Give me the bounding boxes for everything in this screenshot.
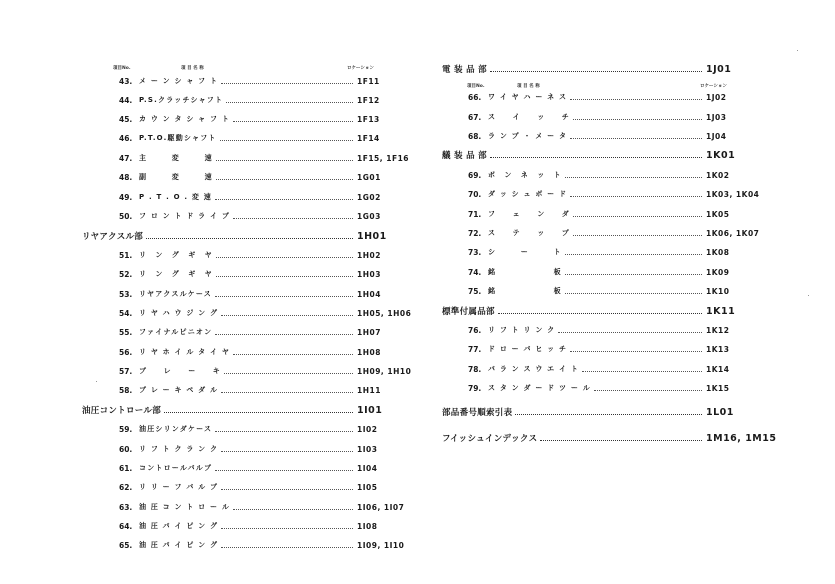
- item-name: P . T . O . 変 速: [139, 193, 212, 201]
- item-number: 45.: [119, 114, 133, 124]
- item-number: 70.: [468, 189, 482, 199]
- index-item-row[interactable]: [119, 210, 381, 222]
- location-code[interactable]: 1G03: [357, 211, 381, 221]
- item-name: 銘 板: [488, 268, 562, 276]
- item-number: 69.: [468, 170, 482, 180]
- item-name: 油 圧 コ ン ト ロ ー ル: [139, 503, 231, 511]
- section-name: 艤 装 品 部: [442, 151, 487, 161]
- item-name: ワ イ ヤ ハ ー ネ ス: [488, 93, 568, 101]
- index-item-row[interactable]: [119, 171, 381, 183]
- dot-leader: [570, 351, 702, 352]
- location-code[interactable]: 1F12: [357, 95, 380, 105]
- location-code[interactable]: 1K11: [706, 305, 736, 317]
- location-code[interactable]: 1I08: [357, 521, 378, 531]
- dot-leader: [221, 528, 353, 529]
- item-name: リ ヤ ハ ウ ジ ン グ: [139, 309, 219, 317]
- item-name: リ フ ト ク ラ ン ク: [139, 445, 219, 453]
- item-number: 73.: [468, 247, 482, 257]
- index-item-row[interactable]: [119, 132, 380, 144]
- dot-leader: [221, 315, 353, 316]
- dot-leader: [573, 235, 702, 236]
- dot-leader: [594, 390, 702, 391]
- index-item-row[interactable]: [119, 520, 378, 532]
- header-item-name: 項 目 名 称: [181, 66, 204, 71]
- item-name: リ ン グ ギ ヤ: [139, 270, 213, 278]
- item-number: 67.: [468, 112, 482, 122]
- item-name: ス イ ッ チ: [488, 113, 570, 121]
- dot-leader: [565, 293, 702, 294]
- index-item-row[interactable]: [468, 227, 760, 239]
- dot-leader: [565, 274, 702, 275]
- item-number: 57.: [119, 366, 133, 376]
- dot-leader: [221, 547, 353, 548]
- dot-leader: [226, 102, 353, 103]
- scan-speck: [808, 295, 809, 296]
- item-number: 74.: [468, 267, 482, 277]
- item-number: 56.: [119, 347, 133, 357]
- dot-leader: [221, 451, 353, 452]
- item-name: ス テ ッ プ: [488, 229, 570, 237]
- item-name: カ ウ ン タ シ ャ フ ト: [139, 115, 231, 123]
- index-item-row[interactable]: [119, 75, 380, 87]
- index-item-row[interactable]: [468, 246, 730, 258]
- item-number: 48.: [119, 172, 133, 182]
- index-item-row[interactable]: [119, 288, 381, 300]
- index-section-row[interactable]: [442, 432, 777, 444]
- item-name: ド ロ ー バ ヒ ッ チ: [488, 345, 568, 353]
- header-item-no: 項目No.: [467, 84, 485, 89]
- index-item-row[interactable]: [468, 285, 730, 297]
- location-code[interactable]: 1H07: [357, 327, 381, 337]
- dot-leader: [215, 296, 353, 297]
- item-name: リ リ ー フ バ ル ブ: [139, 483, 219, 491]
- dot-leader: [490, 157, 702, 158]
- dot-leader: [220, 140, 353, 141]
- item-number: 52.: [119, 269, 133, 279]
- item-number: 43.: [119, 76, 133, 86]
- dot-leader: [565, 177, 702, 178]
- item-number: 58.: [119, 385, 133, 395]
- dot-leader: [573, 119, 702, 120]
- index-item-row[interactable]: [119, 191, 381, 203]
- location-code[interactable]: 1L01: [706, 406, 734, 418]
- index-item-row[interactable]: [119, 326, 381, 338]
- location-code[interactable]: 1H02: [357, 250, 381, 260]
- location-code[interactable]: 1F13: [357, 114, 380, 124]
- item-name: P.S.クラッチシャフト: [139, 96, 224, 104]
- item-number: 44.: [119, 95, 133, 105]
- item-name: ブ レ ー キ: [139, 367, 221, 375]
- item-number: 46.: [119, 133, 133, 143]
- dot-leader: [224, 373, 353, 374]
- index-item-row[interactable]: [119, 539, 405, 551]
- item-name: ス タ ン ダ ー ド ツ ー ル: [488, 384, 591, 392]
- location-code[interactable]: 1K14: [706, 364, 730, 374]
- location-code[interactable]: 1I06, 1I07: [357, 502, 405, 512]
- item-name: メ ー ン シ ャ フ ト: [139, 77, 219, 85]
- index-item-row[interactable]: [119, 481, 378, 493]
- item-name: リ ン グ ギ ヤ: [139, 251, 213, 259]
- index-item-row[interactable]: [119, 94, 380, 106]
- item-name: 油 圧 パ イ ピ ン グ: [139, 522, 219, 530]
- item-number: 71.: [468, 209, 482, 219]
- index-item-row[interactable]: [119, 346, 381, 358]
- dot-leader: [216, 257, 353, 258]
- location-code[interactable]: 1K08: [706, 247, 730, 257]
- item-number: 66.: [468, 92, 482, 102]
- index-item-row[interactable]: [119, 307, 412, 319]
- dot-leader: [216, 160, 353, 161]
- item-number: 61.: [119, 463, 133, 473]
- dot-leader: [233, 218, 353, 219]
- item-name: 油圧シリンダケース: [139, 425, 213, 433]
- dot-leader: [582, 371, 702, 372]
- location-code[interactable]: 1F14: [357, 133, 380, 143]
- location-code[interactable]: 1J01: [706, 63, 732, 75]
- index-section-row[interactable]: [442, 63, 732, 75]
- location-code[interactable]: 1H04: [357, 289, 381, 299]
- index-item-row[interactable]: [468, 324, 730, 336]
- item-name: フ ロ ン ト ド ラ イ ブ: [139, 212, 231, 220]
- location-code[interactable]: 1K15: [706, 383, 730, 393]
- dot-leader: [570, 138, 702, 139]
- item-number: 79.: [468, 383, 482, 393]
- dot-leader: [558, 332, 702, 333]
- index-item-row[interactable]: [119, 365, 412, 377]
- dot-leader: [216, 179, 353, 180]
- dot-leader: [215, 431, 353, 432]
- item-name: シ ー ト: [488, 248, 562, 256]
- item-name: ブ レ ー キ ペ ダ ル: [139, 386, 219, 394]
- dot-leader: [221, 392, 353, 393]
- dot-leader: [233, 121, 353, 122]
- location-code[interactable]: 1K05: [706, 209, 730, 219]
- location-code[interactable]: 1K06, 1K07: [706, 228, 760, 238]
- dot-leader: [216, 276, 353, 277]
- index-item-row[interactable]: [468, 266, 730, 278]
- dot-leader: [221, 83, 353, 84]
- index-item-row[interactable]: [468, 169, 730, 181]
- index-section-row[interactable]: [442, 149, 736, 161]
- header-location: ロケーション: [347, 66, 374, 71]
- index-item-row[interactable]: [119, 423, 378, 435]
- index-item-row[interactable]: [468, 91, 727, 103]
- item-name: リ フ ト リ ン ク: [488, 326, 556, 334]
- item-number: 47.: [119, 153, 133, 163]
- section-name: リヤアクスル部: [82, 232, 144, 242]
- location-code[interactable]: 1I01: [357, 404, 383, 416]
- location-code[interactable]: 1G01: [357, 172, 381, 182]
- dot-leader: [498, 313, 702, 314]
- location-code[interactable]: 1G02: [357, 192, 381, 202]
- index-item-row[interactable]: [468, 382, 730, 394]
- item-number: 51.: [119, 250, 133, 260]
- index-item-row[interactable]: [119, 268, 381, 280]
- index-item-row[interactable]: [468, 130, 727, 142]
- header-item-name: 項 目 名 称: [517, 84, 540, 89]
- location-code[interactable]: 1K12: [706, 325, 730, 335]
- index-item-row[interactable]: [119, 249, 381, 261]
- item-number: 68.: [468, 131, 482, 141]
- location-code[interactable]: 1K09: [706, 267, 730, 277]
- dot-leader: [215, 334, 353, 335]
- dot-leader: [215, 470, 353, 471]
- item-name: コントロールバルブ: [139, 464, 213, 472]
- location-code[interactable]: 1H05, 1H06: [357, 308, 412, 318]
- location-code[interactable]: 1K10: [706, 286, 730, 296]
- index-item-row[interactable]: [119, 501, 405, 513]
- item-name: ボ ン ネ ッ ト: [488, 171, 562, 179]
- location-code[interactable]: 1M16, 1M15: [706, 432, 777, 444]
- dot-leader: [164, 412, 353, 413]
- header-location: ロケーション: [700, 84, 727, 89]
- index-item-row[interactable]: [468, 208, 730, 220]
- scan-speck: [96, 381, 97, 382]
- index-item-row[interactable]: [468, 363, 730, 375]
- index-item-row[interactable]: [119, 113, 380, 125]
- location-code[interactable]: 1F11: [357, 76, 380, 86]
- location-code[interactable]: 1F15, 1F16: [357, 153, 410, 163]
- item-name: フ ェ ン ダ: [488, 210, 570, 218]
- location-code[interactable]: 1I04: [357, 463, 378, 473]
- dot-leader: [515, 414, 702, 415]
- item-name: 銘 板: [488, 287, 562, 295]
- section-name: 部品番号順索引表: [442, 408, 513, 418]
- dot-leader: [215, 199, 353, 200]
- item-name: リ ヤ ホ イ ル タ イ ヤ: [139, 348, 231, 356]
- location-code[interactable]: 1H08: [357, 347, 381, 357]
- item-number: 55.: [119, 327, 133, 337]
- item-number: 77.: [468, 344, 482, 354]
- item-name: 副 変 速: [139, 173, 213, 181]
- header-item-no: 項目No.: [113, 66, 131, 71]
- index-item-row[interactable]: [119, 384, 381, 396]
- location-code[interactable]: 1I09, 1I10: [357, 540, 405, 550]
- dot-leader: [570, 99, 702, 100]
- item-name: 油 圧 パ イ ピ ン グ: [139, 541, 219, 549]
- location-code[interactable]: 1H09, 1H10: [357, 366, 412, 376]
- item-number: 65.: [119, 540, 133, 550]
- item-name: ラ ン プ ・ メ ー タ: [488, 132, 568, 140]
- index-item-row[interactable]: [468, 343, 730, 355]
- item-name: ファイナルピニオン: [139, 328, 213, 336]
- dot-leader: [540, 440, 702, 441]
- location-code[interactable]: 1I03: [357, 444, 378, 454]
- index-item-row[interactable]: [119, 443, 378, 455]
- dot-leader: [565, 254, 702, 255]
- location-code[interactable]: 1J04: [706, 131, 727, 141]
- item-number: 60.: [119, 444, 133, 454]
- dot-leader: [233, 354, 353, 355]
- scan-speck: [797, 50, 798, 51]
- item-name: P.T.O.駆動シャフト: [139, 134, 217, 142]
- index-section-row[interactable]: [442, 305, 736, 317]
- location-code[interactable]: 1H01: [357, 230, 387, 242]
- item-number: 63.: [119, 502, 133, 512]
- location-code[interactable]: 1I05: [357, 482, 378, 492]
- dot-leader: [221, 489, 353, 490]
- location-code[interactable]: 1J02: [706, 92, 727, 102]
- item-number: 78.: [468, 364, 482, 374]
- location-code[interactable]: 1H11: [357, 385, 381, 395]
- index-section-row[interactable]: [82, 404, 383, 416]
- item-number: 50.: [119, 211, 133, 221]
- item-number: 76.: [468, 325, 482, 335]
- location-code[interactable]: 1K03, 1K04: [706, 189, 760, 199]
- item-name: 主 変 速: [139, 154, 213, 162]
- index-section-row[interactable]: [82, 230, 387, 242]
- item-number: 59.: [119, 424, 133, 434]
- index-item-row[interactable]: [468, 111, 727, 123]
- item-name: バ ラ ン ス ウ エ イ ト: [488, 365, 580, 373]
- item-number: 64.: [119, 521, 133, 531]
- dot-leader: [233, 509, 353, 510]
- dot-leader: [490, 71, 702, 72]
- location-code[interactable]: 1K02: [706, 170, 730, 180]
- location-code[interactable]: 1J03: [706, 112, 727, 122]
- index-item-row[interactable]: [119, 462, 378, 474]
- location-code[interactable]: 1H03: [357, 269, 381, 279]
- location-code[interactable]: 1I02: [357, 424, 378, 434]
- dot-leader: [570, 196, 702, 197]
- item-number: 49.: [119, 192, 133, 202]
- item-number: 62.: [119, 482, 133, 492]
- index-item-row[interactable]: [468, 188, 760, 200]
- section-name: フイッシュインデックス: [442, 434, 538, 444]
- index-section-row[interactable]: [442, 406, 734, 418]
- section-name: 標準付属品部: [442, 307, 495, 317]
- item-number: 54.: [119, 308, 133, 318]
- index-item-row[interactable]: [119, 152, 410, 164]
- location-code[interactable]: 1K13: [706, 344, 730, 354]
- item-number: 75.: [468, 286, 482, 296]
- dot-leader: [146, 238, 353, 239]
- item-number: 72.: [468, 228, 482, 238]
- section-name: 油圧コントロール部: [82, 406, 162, 416]
- section-name: 電 装 品 部: [442, 65, 487, 75]
- dot-leader: [573, 216, 702, 217]
- item-name: リヤアクスルケース: [139, 290, 212, 298]
- item-number: 53.: [119, 289, 133, 299]
- item-name: ダ ッ シ ュ ボ ー ド: [488, 190, 568, 198]
- location-code[interactable]: 1K01: [706, 149, 736, 161]
